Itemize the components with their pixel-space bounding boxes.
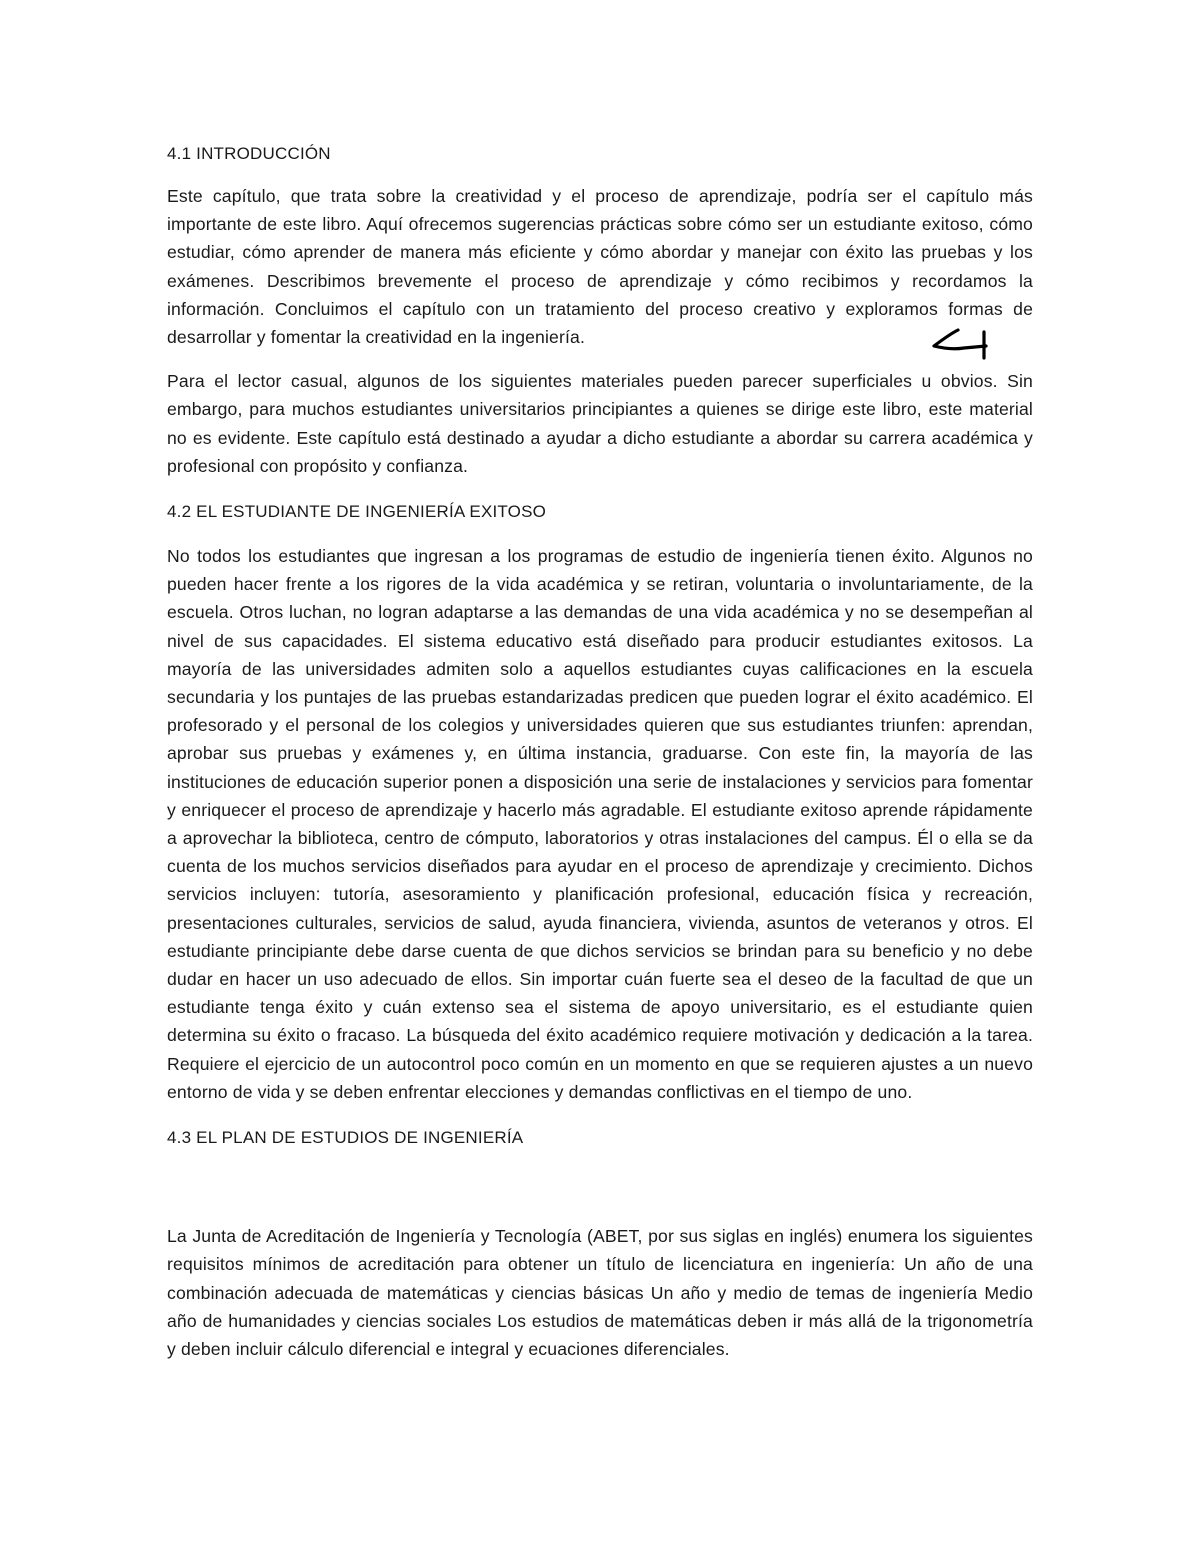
document-body [167, 140, 1033, 1363]
paragraph-estudiante-exitoso: No todos los estudiantes que ingresan a los programas de estudio de ingeniería tienen éxito. Algunos no pueden hacer frente a los rigores de la vida académica y se retiran, voluntaria o involuntariamente, de la escuela. Otros luchan, no logran adaptarse a las demandas de una vida académica y no se desempeñan al nivel de sus capacidades. El sistema educativo está diseñado para producir estudiantes exitosos. La mayoría de las universidades admiten solo a aquellos estudiantes cuyas calificaciones en la escuela secundaria y los puntajes de las pruebas estandarizadas predicen que pueden lograr el éxito académico. El profesorado y el personal de los colegios y universidades quieren que sus estudiantes triunfen: aprendan, aprobar sus pruebas y exámenes y, en última instancia, graduarse. Con este fin, la mayoría de las instituciones de educación superior ponen a disposición una serie de instalaciones y servicios para fomentar y enriquecer el proceso de aprendizaje y hacerlo más agradable. El estudiante exitoso aprende rápidamente a aprovechar la biblioteca, centro de cómputo, laboratorios y otras instalaciones del campus. Él o ella se da cuenta de los muchos servicios diseñados para ayudar en el proceso de aprendizaje y crecimiento. Dichos servicios incluyen: tutoría, asesoramiento y planificación profesional, educación física y recreación, presentaciones culturales, servicios de salud, ayuda financiera, vivienda, asuntos de veteranos y otros. El estudiante principiante debe darse cuenta de que dichos servicios se brindan para su beneficio y no debe dudar en hacer un uso adecuado de ellos. Sin importar cuán fuerte sea el deseo de la facultad de que un estudiante tenga éxito y cuán extenso sea el sistema de apoyo universitario, es el estudiante quien determina su éxito o fracaso. La búsqueda del éxito académico requiere motivación y dedicación a la tarea. Requiere el ejercicio de un autocontrol poco común en un momento en que se requieren ajustes a un nuevo entorno de vida y se deben enfrentar elecciones y demandas conflictivas en el tiempo de uno. [167, 546, 1033, 1102]
paragraph-introduccion-1: Este capítulo, que trata sobre la creatividad y el proceso de aprendizaje, podría ser el capítulo más importante de este libro. Aquí ofrecemos sugerencias prácticas sobre cómo ser un estudiante exitoso, cómo estudiar, cómo aprender de manera más eficiente y cómo abordar y manejar con éxito las pruebas y los exámenes. Describimos brevemente el proceso de aprendizaje y cómo recibimos y recordamos la información. Concluimos el capítulo con un tratamiento del proceso creativo y exploramos formas de desarrollar y fomentar la creatividad en la ingeniería. [167, 186, 1033, 348]
paragraph-introduccion-2: Para el lector casual, algunos de los siguientes materiales pueden parecer superficiales u obvios. Sin embargo, para muchos estudiantes universitarios principiantes a quienes se dirige este libro, este material no es evidente. Este capítulo está destinado a ayudar a dicho estudiante a abordar su carrera académica y profesional con propósito y confianza. [167, 371, 1033, 476]
section-heading-estudiante-exitoso: 4.2 EL ESTUDIANTE DE INGENIERÍA EXITOSO [167, 502, 547, 522]
handwritten-arrow-mark-icon [928, 326, 992, 362]
section-heading-introduccion: 4.1 INTRODUCCIÓN [167, 144, 331, 163]
paragraph-plan-estudios: La Junta de Acreditación de Ingeniería y Tecnología (ABET, por sus siglas en inglés) enumera los siguientes requisitos mínimos de acreditación para obtener un título de licenciatura en ingeniería: Un año de una combinación adecuada de matemáticas y ciencias básicas Un año y medio de temas de ingeniería Medio año de humanidades y ciencias sociales Los estudios de matemáticas deben ir más allá de la trigonometría y deben incluir cálculo diferencial e integral y ecuaciones diferenciales. [167, 1226, 1033, 1359]
section-heading-plan-estudios: 4.3 EL PLAN DE ESTUDIOS DE INGENIERÍA [167, 1128, 524, 1148]
